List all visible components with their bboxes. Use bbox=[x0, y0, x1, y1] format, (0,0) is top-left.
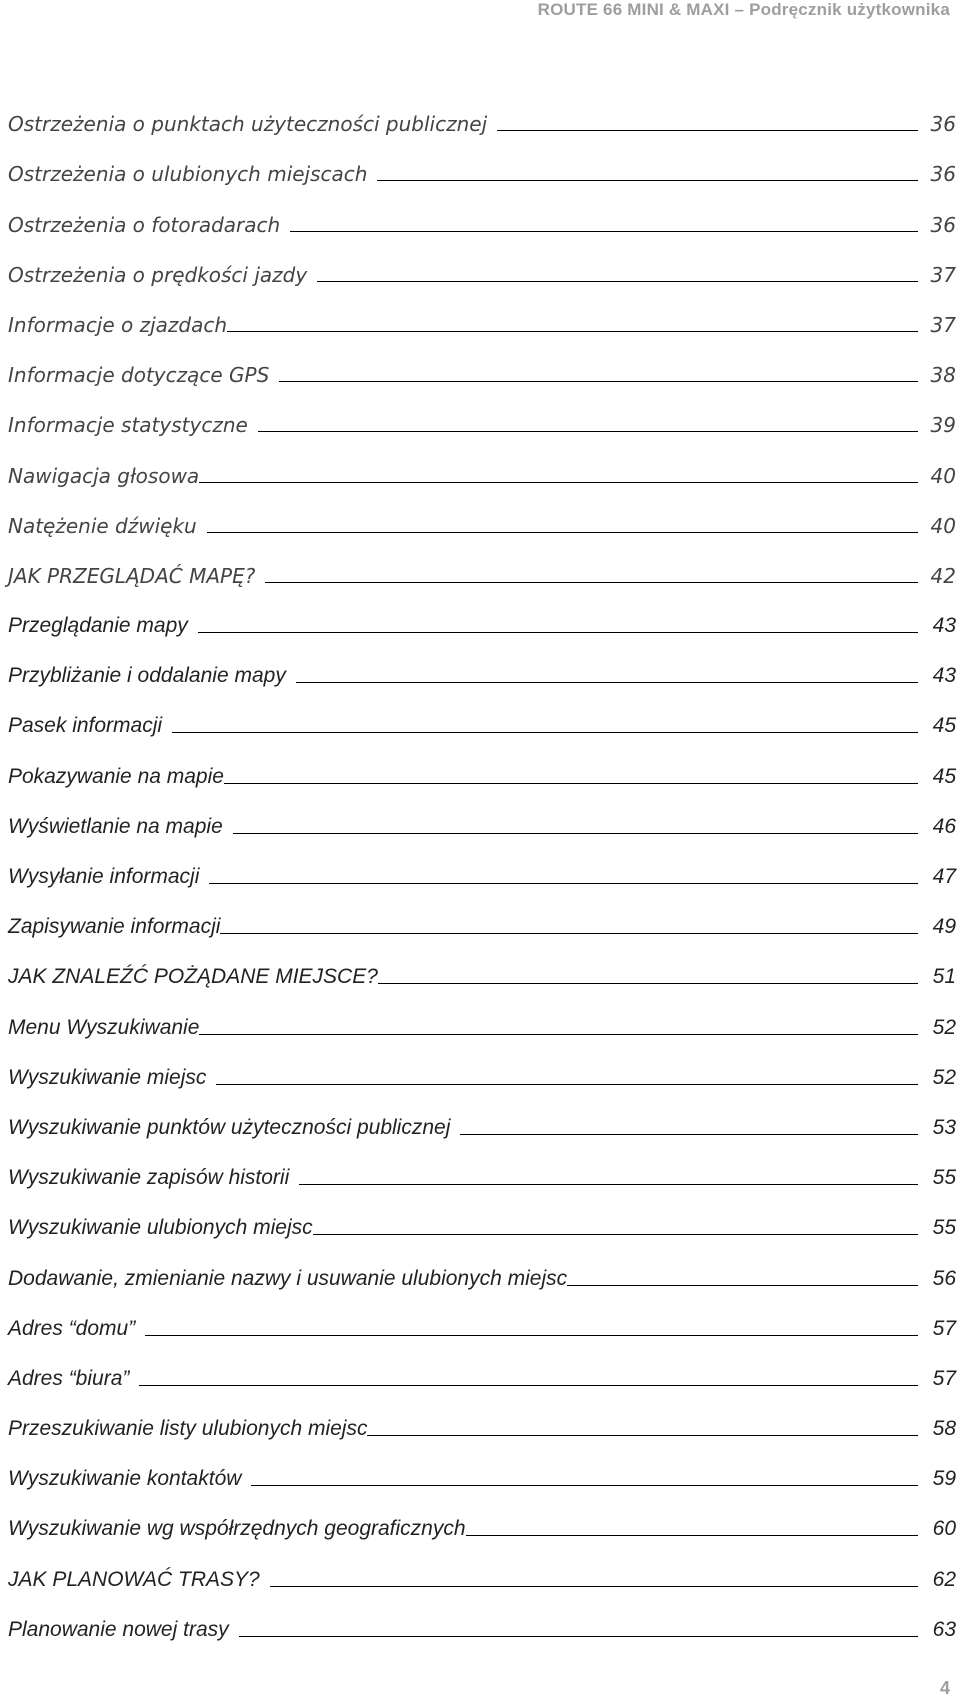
toc-entry-page: 52 bbox=[932, 1065, 956, 1089]
toc-entry[interactable] bbox=[8, 1491, 956, 1541]
toc-leader-line bbox=[207, 532, 918, 533]
toc-leader-line bbox=[251, 1485, 918, 1486]
toc-leader-line bbox=[199, 1034, 918, 1035]
toc-entry[interactable] bbox=[8, 588, 956, 638]
toc-entry-page: 42 bbox=[930, 563, 956, 588]
toc-leader-line bbox=[567, 1285, 918, 1286]
toc-entry-title: Wyszukiwanie ulubionych miejsc bbox=[8, 1216, 313, 1240]
toc-leader-line bbox=[460, 1134, 918, 1135]
toc-entry-title: Natężenie dźwięku bbox=[8, 513, 197, 538]
toc-entry[interactable] bbox=[8, 488, 956, 538]
toc-entry-page: 47 bbox=[932, 865, 956, 888]
toc-entry-title: Nawigacja głosowa bbox=[8, 463, 200, 488]
toc-leader-line bbox=[265, 582, 918, 583]
toc-entry-page: 37 bbox=[930, 312, 956, 337]
toc-entry-title: JAK ZNALEŹĆ POŻĄDANE MIEJSCE? bbox=[8, 965, 378, 989]
toc-entry[interactable] bbox=[8, 186, 956, 236]
toc-entry-title: Wysyłanie informacji bbox=[8, 865, 200, 888]
toc-entry[interactable] bbox=[8, 1190, 956, 1240]
toc-entry-title: Przeszukiwanie listy ulubionych miejsc bbox=[8, 1417, 368, 1441]
toc-entry[interactable] bbox=[8, 1040, 956, 1090]
running-header: ROUTE 66 MINI & MAXI – Podręcznik użytkownika bbox=[537, 0, 950, 19]
toc-leader-line bbox=[258, 431, 918, 432]
toc-leader-line bbox=[466, 1535, 918, 1536]
toc-entry[interactable] bbox=[8, 437, 956, 487]
toc-entry-page: 45 bbox=[932, 764, 956, 788]
toc-entry-page: 58 bbox=[932, 1417, 956, 1441]
toc-leader-line bbox=[279, 381, 918, 382]
toc-entry-title: Wyszukiwanie wg współrzędnych geograficznych bbox=[8, 1517, 466, 1541]
toc-entry-title: Informacje dotyczące GPS bbox=[8, 363, 270, 388]
toc-entry[interactable] bbox=[8, 889, 956, 939]
toc-leader-line bbox=[497, 130, 918, 131]
toc-entry-page: 57 bbox=[932, 1366, 956, 1390]
toc-entry-page: 43 bbox=[932, 614, 956, 638]
toc-entry-page: 40 bbox=[930, 463, 956, 488]
toc-entry-title: Adres “biura” bbox=[8, 1366, 130, 1390]
toc-entry-page: 39 bbox=[930, 413, 956, 438]
toc-entry[interactable] bbox=[8, 1090, 956, 1140]
toc-entry-page: 37 bbox=[930, 262, 956, 287]
toc-entry[interactable] bbox=[8, 738, 956, 788]
toc-entry[interactable] bbox=[8, 538, 956, 588]
toc-entry[interactable] bbox=[8, 387, 956, 437]
toc-leader-line bbox=[378, 983, 918, 984]
toc-entry-page: 40 bbox=[930, 513, 956, 538]
toc-entry-title: Ostrzeżenia o prędkości jazdy bbox=[8, 262, 308, 287]
toc-entry[interactable] bbox=[8, 1441, 956, 1491]
toc-entry-title: Planowanie nowej trasy bbox=[8, 1617, 229, 1641]
toc-leader-line bbox=[367, 1435, 918, 1436]
toc-entry-title: Dodawanie, zmienianie nazwy i usuwanie ulubionych miejsc bbox=[8, 1266, 568, 1290]
toc-entry-page: 62 bbox=[932, 1567, 956, 1591]
toc-entry-title: Ostrzeżenia o punktach użyteczności publicznej bbox=[8, 112, 488, 137]
toc-entry[interactable] bbox=[8, 337, 956, 387]
toc-leader-line bbox=[216, 1084, 918, 1085]
toc-leader-line bbox=[199, 482, 918, 483]
toc-entry-title: Przybliżanie i oddalanie mapy bbox=[8, 664, 286, 688]
toc-entry-page: 60 bbox=[932, 1517, 956, 1541]
toc-entry-page: 53 bbox=[932, 1115, 956, 1139]
toc-entry-title: Wyświetlanie na mapie bbox=[8, 814, 223, 838]
toc-entry[interactable] bbox=[8, 939, 956, 989]
toc-entry-title: Pokazywanie na mapie bbox=[8, 764, 224, 788]
toc-entry-title: Zapisywanie informacji bbox=[8, 915, 221, 939]
toc-entry-title: JAK PRZEGLĄDAĆ MAPĘ? bbox=[8, 563, 256, 588]
toc-leader-line bbox=[296, 682, 918, 683]
toc-entry-title: Informacje statystyczne bbox=[8, 413, 248, 438]
toc-entry[interactable] bbox=[8, 1341, 956, 1391]
toc-entry[interactable] bbox=[8, 839, 956, 889]
toc-entry-page: 55 bbox=[932, 1166, 956, 1190]
toc-leader-line bbox=[317, 281, 918, 282]
toc-leader-line bbox=[270, 1586, 918, 1587]
toc-entry-title: Wyszukiwanie kontaktów bbox=[8, 1467, 242, 1491]
toc-entry-page: 52 bbox=[932, 1015, 956, 1039]
toc-entry-page: 36 bbox=[930, 112, 956, 137]
toc-leader-line bbox=[224, 783, 918, 784]
toc-leader-line bbox=[299, 1184, 918, 1185]
toc-entry-title: Ostrzeżenia o fotoradarach bbox=[8, 212, 281, 237]
toc-entry[interactable] bbox=[8, 688, 956, 738]
toc-entry-page: 59 bbox=[932, 1467, 956, 1491]
toc-entry-title: Wyszukiwanie miejsc bbox=[8, 1065, 207, 1089]
toc-entry-page: 45 bbox=[932, 714, 956, 738]
toc-entry[interactable] bbox=[8, 989, 956, 1039]
toc-entry-page: 49 bbox=[932, 915, 956, 939]
toc-entry[interactable] bbox=[8, 86, 956, 136]
toc-entry-title: Pasek informacji bbox=[8, 714, 163, 738]
toc-entry[interactable] bbox=[8, 1592, 956, 1642]
toc-leader-line bbox=[198, 632, 918, 633]
toc-entry-page: 56 bbox=[932, 1266, 956, 1290]
toc-leader-line bbox=[145, 1335, 918, 1336]
toc-entry-page: 36 bbox=[930, 162, 956, 187]
table-of-contents bbox=[8, 86, 956, 1642]
toc-leader-line bbox=[209, 883, 918, 884]
toc-entry[interactable] bbox=[8, 1240, 956, 1290]
toc-entry-page: 51 bbox=[932, 965, 956, 989]
toc-entry[interactable] bbox=[8, 136, 956, 186]
toc-entry-title: Przeglądanie mapy bbox=[8, 614, 188, 638]
toc-entry-page: 63 bbox=[932, 1617, 956, 1641]
toc-leader-line bbox=[313, 1234, 918, 1235]
toc-entry[interactable] bbox=[8, 789, 956, 839]
toc-entry-title: Adres “domu” bbox=[8, 1316, 136, 1340]
toc-entry[interactable] bbox=[8, 638, 956, 688]
toc-entry-page: 43 bbox=[932, 664, 956, 688]
toc-entry[interactable] bbox=[8, 287, 956, 337]
toc-entry-title: Informacje o zjazdach bbox=[8, 312, 228, 337]
toc-entry-title: Ostrzeżenia o ulubionych miejscach bbox=[8, 162, 368, 187]
toc-entry[interactable] bbox=[8, 1140, 956, 1190]
toc-entry-page: 38 bbox=[930, 363, 956, 388]
toc-entry-page: 46 bbox=[932, 814, 956, 838]
toc-entry[interactable] bbox=[8, 237, 956, 287]
page-number: 4 bbox=[939, 1678, 950, 1698]
toc-leader-line bbox=[233, 833, 918, 834]
toc-leader-line bbox=[290, 231, 918, 232]
toc-entry-title: Menu Wyszukiwanie bbox=[8, 1015, 200, 1039]
toc-leader-line bbox=[139, 1385, 918, 1386]
toc-leader-line bbox=[172, 732, 918, 733]
toc-entry-page: 57 bbox=[932, 1316, 956, 1340]
toc-leader-line bbox=[239, 1636, 918, 1637]
toc-leader-line bbox=[377, 180, 918, 181]
toc-leader-line bbox=[220, 933, 918, 934]
toc-entry[interactable] bbox=[8, 1541, 956, 1591]
toc-entry-page: 36 bbox=[930, 212, 956, 237]
toc-entry[interactable] bbox=[8, 1291, 956, 1341]
toc-entry-title: JAK PLANOWAĆ TRASY? bbox=[8, 1567, 260, 1591]
toc-leader-line bbox=[227, 331, 918, 332]
toc-entry-page: 55 bbox=[932, 1216, 956, 1240]
toc-entry-title: Wyszukiwanie punktów użyteczności publicznej bbox=[8, 1115, 451, 1139]
toc-entry[interactable] bbox=[8, 1391, 956, 1441]
toc-entry-title: Wyszukiwanie zapisów historii bbox=[8, 1166, 290, 1190]
